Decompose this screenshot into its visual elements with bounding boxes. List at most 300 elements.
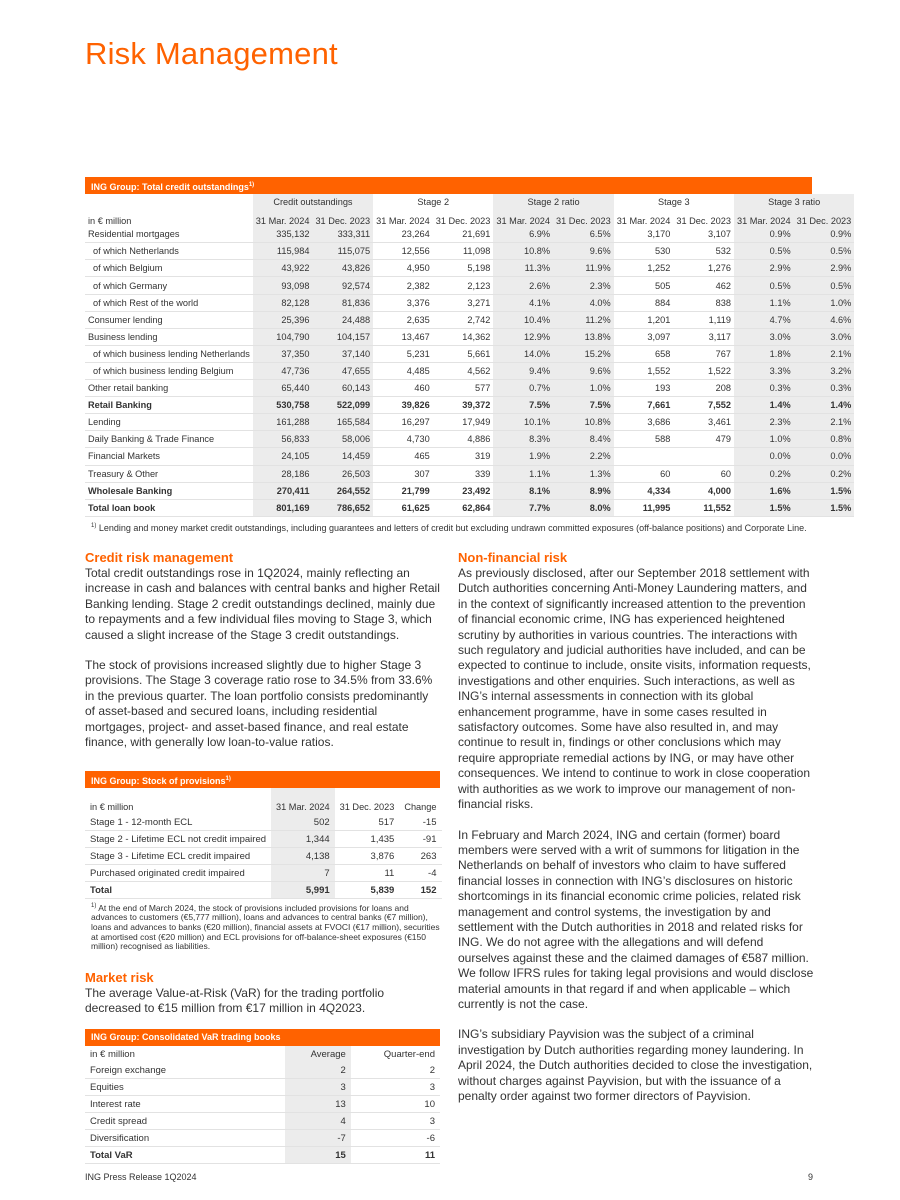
table-cell: 2,382: [373, 277, 433, 294]
table-cell: 3.2%: [794, 362, 855, 379]
credit-risk-paragraph-2: The stock of provisions increased slightly due to higher Stage 3 provisions. The Stage 3 coverage ratio rose to 34.5% from 33.6% in the previous quarter. The loan portfolio consists predominantly of asset-based and secured loans, including residential mortgages, project- and asset-based finance, and real estate finance, with generally low loan-to-value ratios.: [85, 658, 433, 750]
table-cell: 838: [673, 294, 734, 311]
row-label: Total: [85, 882, 271, 899]
table-cell: 3: [351, 1079, 440, 1096]
credit-risk-paragraph-1: Total credit outstandings rose in 1Q2024, mainly reflecting an increase in cash and balances with central banks and higher Retail Banking lending. Stage 2 credit outstandings declined, mainly due to repayments and a few individual files moving to Stage 3, which caused a slight increase of the Stage 3 credit outstandings.: [85, 566, 440, 642]
table-cell: 1.0%: [553, 380, 614, 397]
date-header: 31 Dec. 2023: [676, 216, 731, 227]
table-cell: 307: [373, 465, 433, 482]
row-label: Total VaR: [85, 1147, 285, 1164]
table-cell: 11: [335, 865, 400, 882]
date-header: 31 Mar. 2024: [253, 210, 313, 226]
credit-table-footnote: $^{1)}$ Lending and money market credit outstandings, including guarantees and letters of credit but excluding undrawn committed exposures (off-balance positions) and Corporate Line.: [91, 522, 807, 533]
table-cell: 1.5%: [734, 499, 794, 516]
table-row: [85, 362, 854, 379]
group-header: Stage 2 ratio: [493, 194, 613, 210]
table-cell: 28,186: [253, 465, 313, 482]
group-header: Stage 3: [658, 197, 690, 208]
table-cell: 4.6%: [794, 311, 855, 328]
group-header-row: [85, 194, 854, 210]
table-cell: 1,119: [673, 311, 734, 328]
table-cell: 39,372: [433, 397, 494, 414]
table-cell: -7: [285, 1130, 351, 1147]
table-row: [85, 448, 854, 465]
table-cell: 1,201: [614, 311, 674, 328]
row-label: Stage 3 - Lifetime ECL credit impaired: [85, 848, 271, 865]
table-cell: 0.0%: [734, 448, 794, 465]
table-cell: 17,949: [433, 414, 494, 431]
non-financial-heading: Non-financial risk: [458, 550, 568, 565]
table-cell: 2,123: [433, 277, 494, 294]
table-cell: 319: [433, 448, 494, 465]
table-cell: 9.6%: [553, 243, 614, 260]
row-label: Stage 1 - 12-month ECL: [85, 814, 271, 831]
unit-label: in € million: [88, 216, 132, 227]
table-cell: 1,276: [673, 260, 734, 277]
table-row: [85, 414, 854, 431]
table-row: [85, 1062, 440, 1079]
date-header: 31 Mar. 2024: [734, 210, 794, 226]
table-cell: 5,231: [373, 345, 433, 362]
table-cell: 3,117: [673, 328, 734, 345]
table-cell: [614, 448, 674, 465]
table-row: [85, 1079, 440, 1096]
table-cell: 11.2%: [553, 311, 614, 328]
table-row: [85, 277, 854, 294]
table-cell: 65,440: [253, 380, 313, 397]
table-cell: 56,833: [253, 431, 313, 448]
table-row: [85, 243, 854, 260]
table-cell: 104,157: [312, 328, 373, 345]
table-cell: 588: [614, 431, 674, 448]
row-label: Residential mortgages: [85, 226, 253, 243]
provisions-table-footnote: $^{1)}$ At the end of March 2024, the stock of provisions included provisions for loans and advances to customers (€5,777 million), loans and advances to central banks (€7 million), loans and advances to banks (€20 million), financial assets at FVOCI (€17 million), securities at amortised cost (€20 million) and ECL provisions for off-balance-sheet exposures (€150 million) recognised as liabilities.: [91, 902, 440, 952]
table-cell: 4: [285, 1113, 351, 1130]
table-cell: 2.9%: [794, 260, 855, 277]
row-label: Lending: [85, 414, 253, 431]
table-row: [85, 482, 854, 499]
table-cell: 1.1%: [734, 294, 794, 311]
table-cell: 4,334: [614, 482, 674, 499]
table-cell: 4,485: [373, 362, 433, 379]
table-cell: 15.2%: [553, 345, 614, 362]
table-cell: 2: [351, 1062, 440, 1079]
table-cell: 479: [673, 431, 734, 448]
table-cell: 152: [399, 882, 441, 899]
date-header: 31 Dec. 2023: [794, 210, 855, 226]
non-financial-paragraph-3: ING’s subsidiary Payvision was the subject of a criminal investigation by Dutch authorities regarding money laundering. In April 2024, the Dutch authorities decided to close the investigation, without charges against Payvision, but with the issuance of a penalty order against two former directors of Payvision.: [458, 1027, 813, 1103]
table-cell: 1.3%: [553, 465, 614, 482]
table-cell: 21,799: [373, 482, 433, 499]
date-header: 31 Dec. 2023: [312, 210, 373, 226]
credit-risk-heading: Credit risk management: [85, 550, 234, 565]
table-cell: 165,584: [312, 414, 373, 431]
table-cell: 1.5%: [794, 499, 855, 516]
table-cell: 0.3%: [794, 380, 855, 397]
market-risk-paragraph: The average Value-at-Risk (VaR) for the trading portfolio decreased to €15 million from €17 million in 4Q2023.: [85, 986, 385, 1016]
table-cell: 462: [673, 277, 734, 294]
table-cell: 47,655: [312, 362, 373, 379]
table-cell: 81,836: [312, 294, 373, 311]
column-header: Quarter-end: [383, 1048, 435, 1060]
table-row: [85, 465, 854, 482]
table-cell: 3,271: [433, 294, 494, 311]
table-row: [85, 1147, 440, 1164]
table-cell: 517: [335, 814, 400, 831]
table-cell: 26,503: [312, 465, 373, 482]
table-cell: 23,264: [373, 226, 433, 243]
table-row: [85, 499, 854, 516]
table-row: [85, 882, 442, 899]
table-cell: 1,252: [614, 260, 674, 277]
table-cell: 3,461: [673, 414, 734, 431]
table-cell: 37,350: [253, 345, 313, 362]
table-cell: 335,132: [253, 226, 313, 243]
table-cell: 25,396: [253, 311, 313, 328]
table-cell: 10: [351, 1096, 440, 1113]
table-cell: 3,876: [335, 848, 400, 865]
row-label: Diversification: [85, 1130, 285, 1147]
non-financial-risk-section: [458, 549, 815, 1104]
table-cell: 60,143: [312, 380, 373, 397]
table-row: [85, 345, 854, 362]
table-cell: 7,661: [614, 397, 674, 414]
group-header: Credit outstandings: [253, 194, 373, 210]
date-header: 31 Mar. 2024: [616, 216, 671, 227]
table-cell: 5,661: [433, 345, 494, 362]
table-cell: 2.9%: [734, 260, 794, 277]
row-label: Foreign exchange: [85, 1062, 285, 1079]
table-cell: 7.5%: [493, 397, 553, 414]
column-header: Change: [404, 802, 437, 812]
table-cell: 21,691: [433, 226, 494, 243]
table-row: [85, 294, 854, 311]
table-cell: 4,950: [373, 260, 433, 277]
table-cell: 14,459: [312, 448, 373, 465]
group-header: Stage 2: [417, 197, 450, 208]
table-cell: 10.8%: [493, 243, 553, 260]
table-cell: 2.3%: [553, 277, 614, 294]
table-cell: 1,522: [673, 362, 734, 379]
market-risk-heading: Market risk: [85, 970, 154, 985]
table-cell: 5,839: [335, 882, 400, 899]
table-cell: 2.1%: [794, 345, 855, 362]
table-cell: 37,140: [312, 345, 373, 362]
credit-outstandings-table: [85, 177, 852, 534]
table-row: [85, 814, 442, 831]
table-cell: 3: [351, 1113, 440, 1130]
table-cell: 39,826: [373, 397, 433, 414]
table-cell: 1.0%: [734, 431, 794, 448]
table-cell: 4,730: [373, 431, 433, 448]
table-cell: 3,686: [614, 414, 674, 431]
table-cell: 11: [351, 1147, 440, 1164]
table-cell: 14.0%: [493, 345, 553, 362]
table-row: [85, 397, 854, 414]
table-cell: 12.9%: [493, 328, 553, 345]
table-cell: 11,995: [614, 499, 674, 516]
table-cell: 658: [614, 345, 674, 362]
var-table: [85, 1029, 440, 1164]
table-row: [85, 831, 442, 848]
table-cell: 47,736: [253, 362, 313, 379]
table-cell: 4,886: [433, 431, 494, 448]
column-header: 31 Dec. 2023: [339, 802, 395, 812]
table-cell: 4,562: [433, 362, 494, 379]
non-financial-paragraph-2: In February and March 2024, ING and certain (former) board members were served with a writ of summons for litigation in the Netherlands on behalf of investors who claim to have suffered financial losses in connection with ING’s disclosures on historic shortcomings in its financial economic crime policies, related risk management and control systems, the investigation by and settlement with the Dutch authorities in 2018 and related risks for ING. We do not agree with the allegations and will defend ourselves against these and the claimed damages of €587 million. We follow IFRS rules for taking legal provisions and would disclose material amounts in that regard if and when applicable – which currently is not the case.: [458, 827, 814, 1011]
provisions-table-title: ING Group: Stock of provisions$^{1)}$: [85, 771, 440, 788]
table-cell: 14,362: [433, 328, 494, 345]
table-cell: 1.0%: [794, 294, 855, 311]
table-cell: 43,826: [312, 260, 373, 277]
table-cell: 2.1%: [794, 414, 855, 431]
row-label: of which Germany: [85, 277, 253, 294]
date-header: 31 Mar. 2024: [376, 216, 430, 227]
table-cell: 93,098: [253, 277, 313, 294]
row-label: Business lending: [85, 328, 253, 345]
table-cell: 60: [673, 465, 734, 482]
table-cell: 3,170: [614, 226, 674, 243]
row-label: Total loan book: [85, 499, 253, 516]
column-header: 31 Mar. 2024: [271, 788, 335, 814]
table-cell: 2.3%: [734, 414, 794, 431]
table-cell: 4,000: [673, 482, 734, 499]
table-cell: 264,552: [312, 482, 373, 499]
row-label: Credit spread: [85, 1113, 285, 1130]
table-cell: 11,098: [433, 243, 494, 260]
table-cell: 13.8%: [553, 328, 614, 345]
table-cell: 5,198: [433, 260, 494, 277]
table-cell: 11.3%: [493, 260, 553, 277]
var-header-row: [85, 1046, 440, 1062]
date-header: 31 Mar. 2024: [493, 210, 553, 226]
table-cell: -91: [399, 831, 441, 848]
provisions-header-row: [85, 788, 442, 814]
table-cell: 60: [614, 465, 674, 482]
table-row: [85, 1113, 440, 1130]
table-cell: 522,099: [312, 397, 373, 414]
table-cell: 1,552: [614, 362, 674, 379]
table-cell: 0.3%: [734, 380, 794, 397]
credit-table-title: ING Group: Total credit outstandings$^{1)}$: [85, 177, 812, 194]
table-cell: 339: [433, 465, 494, 482]
table-cell: 7.5%: [553, 397, 614, 414]
var-table-title: ING Group: Consolidated VaR trading books: [85, 1029, 440, 1046]
table-cell: 10.1%: [493, 414, 553, 431]
table-cell: 263: [399, 848, 441, 865]
table-cell: 8.3%: [493, 431, 553, 448]
table-row: [85, 848, 442, 865]
table-cell: -15: [399, 814, 441, 831]
unit-label: in € million: [90, 802, 134, 812]
table-cell: 61,625: [373, 499, 433, 516]
table-cell: 13,467: [373, 328, 433, 345]
row-label: of which business lending Netherlands: [85, 345, 253, 362]
table-cell: -4: [399, 865, 441, 882]
table-cell: 502: [271, 814, 335, 831]
table-row: [85, 431, 854, 448]
table-cell: 16,297: [373, 414, 433, 431]
page-number: 9: [807, 1172, 813, 1182]
table-cell: 161,288: [253, 414, 313, 431]
table-row: [85, 311, 854, 328]
table-cell: 333,311: [312, 226, 373, 243]
table-cell: 2,635: [373, 311, 433, 328]
table-cell: 0.9%: [734, 226, 794, 243]
table-cell: 786,652: [312, 499, 373, 516]
non-financial-paragraph-1: As previously disclosed, after our September 2018 settlement with Dutch authorities concerning Anti-Money Laundering matters, and in the context of significantly increased attention to the prevention of financial economic crime, ING has experienced heightened scrutiny by authorities in various countries. The interactions with such regulatory and judicial authorities have included, and can be expected to continue to include, onsite visits, information requests, investigations and other enquiries. Such interactions, as well as ING’s internal assessments in connection with its global enhancement programme, have in some cases resulted in satisfactory outcomes. Some have also resulted in, and may continue to result in, findings or other conclusions which may require appropriate remedial actions by ING, or may have other consequences. We intend to continue to work in close cooperation with authorities as we work to improve our management of non-financial risks.: [458, 566, 811, 812]
table-cell: -6: [351, 1130, 440, 1147]
table-cell: 0.9%: [794, 226, 855, 243]
table-cell: 24,488: [312, 311, 373, 328]
market-risk-section: [85, 969, 440, 1017]
table-cell: 3,376: [373, 294, 433, 311]
table-cell: 532: [673, 243, 734, 260]
table-cell: 6.5%: [553, 226, 614, 243]
table-cell: 530,758: [253, 397, 313, 414]
table-cell: 12,556: [373, 243, 433, 260]
footer-publication: ING Press Release 1Q2024: [85, 1172, 197, 1182]
table-cell: 1.6%: [734, 482, 794, 499]
table-cell: 0.7%: [493, 380, 553, 397]
table-row: [85, 380, 854, 397]
table-cell: 270,411: [253, 482, 313, 499]
page-title: Risk Management: [85, 36, 338, 71]
date-header-row: [85, 210, 854, 226]
table-cell: 3.0%: [734, 328, 794, 345]
unit-label: in € million: [90, 1048, 135, 1060]
row-label: Interest rate: [85, 1096, 285, 1113]
table-cell: 2.6%: [493, 277, 553, 294]
table-cell: 8.4%: [553, 431, 614, 448]
table-cell: 193: [614, 380, 674, 397]
table-row: [85, 865, 442, 882]
table-cell: 801,169: [253, 499, 313, 516]
table-cell: 3,097: [614, 328, 674, 345]
table-cell: 2: [285, 1062, 351, 1079]
table-cell: 10.8%: [553, 414, 614, 431]
table-row: [85, 1130, 440, 1147]
table-cell: 9.4%: [493, 362, 553, 379]
table-row: [85, 226, 854, 243]
table-cell: 3.0%: [794, 328, 855, 345]
credit-risk-section: [85, 549, 440, 750]
row-label: of which business lending Belgium: [85, 362, 253, 379]
table-cell: 7: [271, 865, 335, 882]
table-cell: 92,574: [312, 277, 373, 294]
table-cell: 11,552: [673, 499, 734, 516]
table-cell: 1.9%: [493, 448, 553, 465]
table-cell: 0.5%: [794, 243, 855, 260]
date-header: 31 Dec. 2023: [435, 216, 491, 227]
table-cell: 1,435: [335, 831, 400, 848]
table-cell: 4,138: [271, 848, 335, 865]
table-cell: 0.5%: [794, 277, 855, 294]
table-cell: 4.0%: [553, 294, 614, 311]
table-cell: 1,344: [271, 831, 335, 848]
table-cell: 7,552: [673, 397, 734, 414]
row-label: Other retail banking: [85, 380, 253, 397]
table-cell: 8.0%: [553, 499, 614, 516]
table-cell: 13: [285, 1096, 351, 1113]
table-cell: 2.2%: [553, 448, 614, 465]
table-cell: 5,991: [271, 882, 335, 899]
row-label: Retail Banking: [85, 397, 253, 414]
table-cell: 9.6%: [553, 362, 614, 379]
table-cell: 0.2%: [794, 465, 855, 482]
table-cell: 4.1%: [493, 294, 553, 311]
table-cell: 104,790: [253, 328, 313, 345]
table-cell: 884: [614, 294, 674, 311]
row-label: of which Belgium: [85, 260, 253, 277]
table-cell: 8.9%: [553, 482, 614, 499]
row-label: Equities: [85, 1079, 285, 1096]
table-cell: 505: [614, 277, 674, 294]
table-cell: 0.5%: [734, 243, 794, 260]
table-row: [85, 260, 854, 277]
table-cell: 8.1%: [493, 482, 553, 499]
table-cell: 0.8%: [794, 431, 855, 448]
date-header: 31 Dec. 2023: [553, 210, 614, 226]
table-cell: 43,922: [253, 260, 313, 277]
table-cell: 3,107: [673, 226, 734, 243]
row-label: Financial Markets: [85, 448, 253, 465]
table-cell: 460: [373, 380, 433, 397]
table-cell: 82,128: [253, 294, 313, 311]
row-label: Daily Banking & Trade Finance: [85, 431, 253, 448]
table-cell: 115,984: [253, 243, 313, 260]
table-row: [85, 328, 854, 345]
row-label: Treasury & Other: [85, 465, 253, 482]
table-cell: 115,075: [312, 243, 373, 260]
table-cell: 3: [285, 1079, 351, 1096]
table-cell: 0.2%: [734, 465, 794, 482]
table-cell: 23,492: [433, 482, 494, 499]
column-header: Average: [285, 1046, 351, 1062]
table-row: [85, 1096, 440, 1113]
table-cell: 1.4%: [734, 397, 794, 414]
row-label: Consumer lending: [85, 311, 253, 328]
table-cell: 1.5%: [794, 482, 855, 499]
table-cell: 1.4%: [794, 397, 855, 414]
table-cell: 58,006: [312, 431, 373, 448]
table-cell: 0.5%: [734, 277, 794, 294]
table-cell: 62,864: [433, 499, 494, 516]
row-label: of which Rest of the world: [85, 294, 253, 311]
row-label: Purchased originated credit impaired: [85, 865, 271, 882]
table-cell: 208: [673, 380, 734, 397]
group-header: Stage 3 ratio: [734, 194, 854, 210]
table-cell: 24,105: [253, 448, 313, 465]
table-cell: [673, 448, 734, 465]
table-cell: 6.9%: [493, 226, 553, 243]
table-cell: 11.9%: [553, 260, 614, 277]
table-cell: 530: [614, 243, 674, 260]
table-cell: 7.7%: [493, 499, 553, 516]
table-cell: 1.8%: [734, 345, 794, 362]
table-cell: 577: [433, 380, 494, 397]
table-cell: 465: [373, 448, 433, 465]
table-cell: 1.1%: [493, 465, 553, 482]
table-cell: 3.3%: [734, 362, 794, 379]
table-cell: 4.7%: [734, 311, 794, 328]
row-label: of which Netherlands: [85, 243, 253, 260]
row-label: Stage 2 - Lifetime ECL not credit impaired: [85, 831, 271, 848]
table-cell: 10.4%: [493, 311, 553, 328]
table-cell: 2,742: [433, 311, 494, 328]
provisions-table: [85, 771, 440, 952]
row-label: Wholesale Banking: [85, 482, 253, 499]
